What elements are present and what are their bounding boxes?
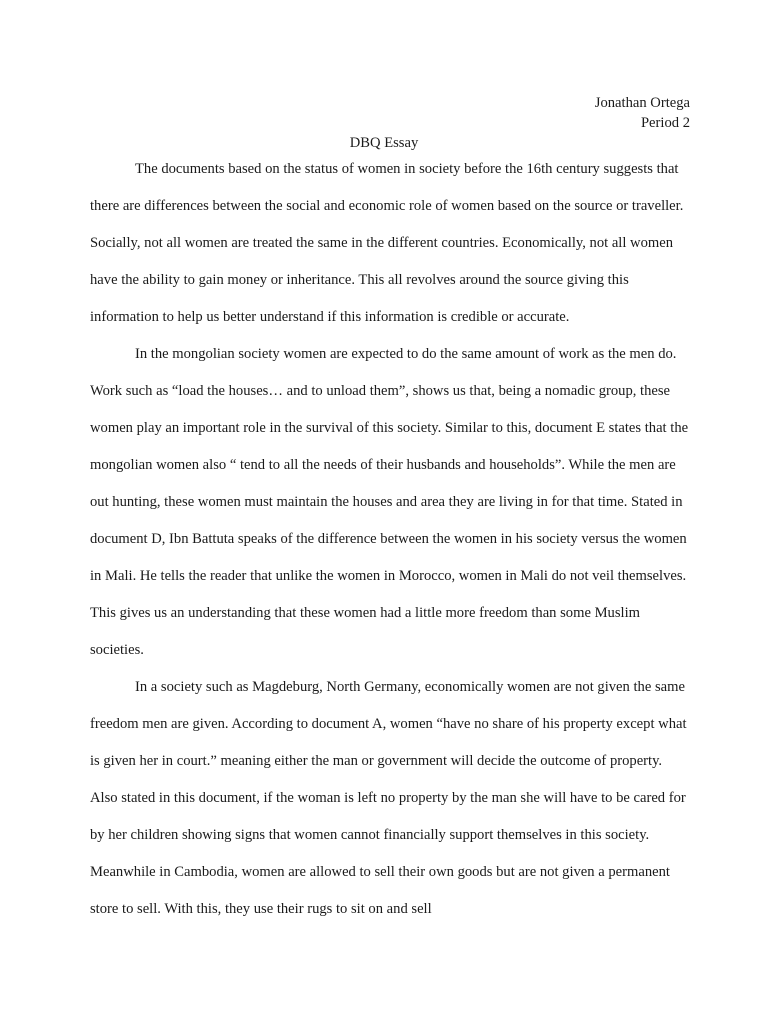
paragraph-magdeburg: In a society such as Magdeburg, North Germany, economically women are not given the same freedom men are given. According to document A, women “have no share of his property except what is given her in court.” meaning either the man or government will decide the outcome of property. Also stated in this document, if the woman is left no property by the man she will have to be cared for by her children showing signs that women cannot financially support themselves in this society. Meanwhile in Cambodia, women are allowed to sell their own goods but are not given a permanent store to sell. With this, they use their rugs to sit on and sell: [90, 679, 687, 917]
essay-body: [90, 151, 690, 928]
author-name: Jonathan Ortega: [594, 95, 690, 111]
class-period: Period 2: [640, 115, 690, 131]
paragraph-mongolia: In the mongolian society women are expected to do the same amount of work as the men do. Work such as “load the houses… and to unload them”, shows us that, being a nomadic group, these women play an important role in the survival of this society. Similar to this, document E states that the mongolian women also “ tend to all the needs of their husbands and households”. While the men are out hunting, these women must maintain the houses and area they are living in for that time. Stated in document D, Ibn Battuta speaks of the difference between the women in his society versus the women in Mali. He tells the reader that unlike the women in Morocco, women in Mali do not veil themselves. This gives us an understanding that these women had a little more freedom than some Muslim societies.: [90, 346, 689, 658]
essay-title: DBQ Essay: [349, 135, 419, 151]
paragraph-intro: The documents based on the status of women in society before the 16th century suggests that there are differences between the social and economic role of women based on the source or traveller. Socially, not all women are treated the same in the different countries. Economically, not all women have the ability to gain money or inheritance. This all revolves around the source giving this information to help us better understand if this information is credible or accurate.: [90, 161, 684, 325]
header-block: [595, 93, 690, 133]
